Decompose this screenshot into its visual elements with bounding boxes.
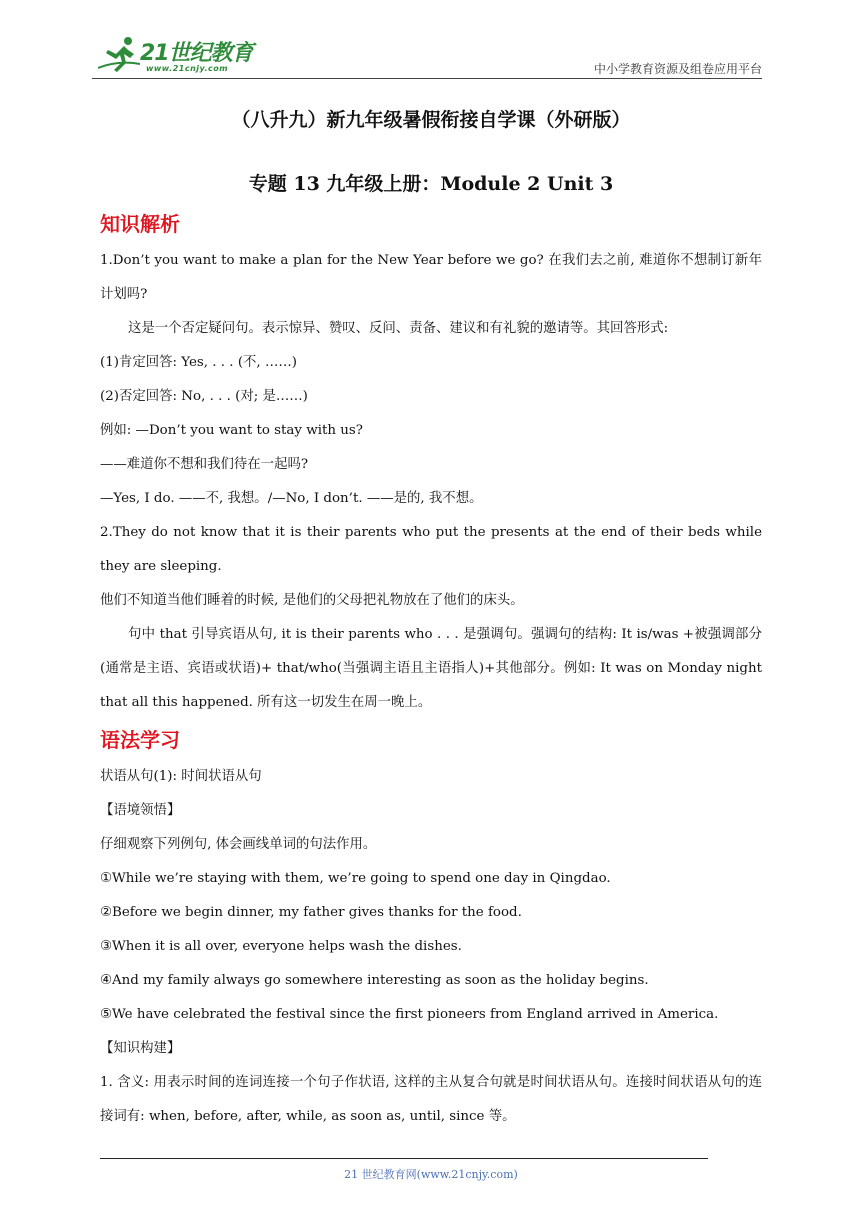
example-sentence: ④And my family always go somewhere interesting as soon as the holiday begins.: [100, 973, 649, 988]
example-sentence: ①While we’re staying with them, we’re going to spend one day in Qingdao.: [100, 871, 611, 886]
footer-link[interactable]: 21 世纪教育网(www.21cnjy.com): [344, 1168, 518, 1181]
header-divider: [92, 78, 762, 79]
logo-brand-text: 21世纪教育: [140, 41, 253, 66]
document-subtitle: 专题 13 九年级上册：Module 2 Unit 3: [248, 173, 614, 195]
paragraph: 2.They do not know that it is their parents who put the presents at the end of their beds while they are sleeping.: [100, 525, 762, 574]
example-sentence: ②Before we begin dinner, my father gives thanks for the food.: [100, 905, 522, 920]
page-header: [92, 30, 762, 82]
paragraph: 1.Don’t you want to make a plan for the New Year before we go? 在我们去之前, 难道你不想制订新年计划吗?: [100, 253, 762, 302]
paragraph: (2)否定回答: No, . . . (对; 是……): [100, 389, 308, 404]
paragraph: 例如: —Don’t you want to stay with us?: [100, 423, 363, 438]
footer-divider: [100, 1158, 708, 1159]
logo-url: www.21cnjy.com: [146, 64, 229, 73]
document-title: （八升九）新九年级暑假衔接自学课（外研版）: [231, 109, 631, 131]
logo: [92, 30, 267, 78]
paragraph: 仔细观察下列例句, 体会画线单词的句法作用。: [100, 837, 377, 852]
paragraph: 这是一个否定疑问句。表示惊异、赞叹、反问、责备、建议和有礼貌的邀请等。其回答形式:: [128, 321, 669, 336]
example-sentence: ⑤We have celebrated the festival since the first pioneers from England arrived in America.: [100, 1007, 719, 1022]
paragraph: ——难道你不想和我们待在一起吗?: [100, 457, 309, 472]
document-body: [100, 98, 762, 1134]
paragraph: 【知识构建】: [100, 1041, 181, 1056]
paragraph: 他们不知道当他们睡着的时候, 是他们的父母把礼物放在了他们的床头。: [100, 593, 524, 608]
platform-label: 中小学教育资源及组卷应用平台: [593, 62, 762, 76]
paragraph: —Yes, I do. ——不, 我想。/—No, I don’t. ——是的, 我不想。: [100, 491, 483, 506]
section-heading-grammar: 语法学习: [100, 728, 180, 752]
section-heading-knowledge: 知识解析: [100, 212, 180, 236]
paragraph: 【语境领悟】: [100, 803, 181, 818]
example-sentence: ③When it is all over, everyone helps wash the dishes.: [100, 939, 462, 954]
paragraph: (1)肯定回答: Yes, . . . (不, ……): [100, 355, 297, 370]
paragraph: 1. 含义: 用表示时间的连词连接一个句子作状语, 这样的主从复合句就是时间状语从句。连接时间状语从句的连接词有: when, before, after, while, as soon as, until, since 等。: [100, 1075, 762, 1124]
paragraph: 句中 that 引导宾语从句, it is their parents who . . . 是强调句。强调句的结构: It is/was +被强调部分(通常是主语、宾语或状语)+ that/who(当强调主语且主语指人)+其他部分。例如: It was on Monday night that all this happened. 所有这一切发生在周一晚上。: [100, 627, 762, 710]
paragraph: 状语从句(1): 时间状语从句: [100, 769, 262, 784]
runner-logo-icon: [98, 34, 140, 74]
